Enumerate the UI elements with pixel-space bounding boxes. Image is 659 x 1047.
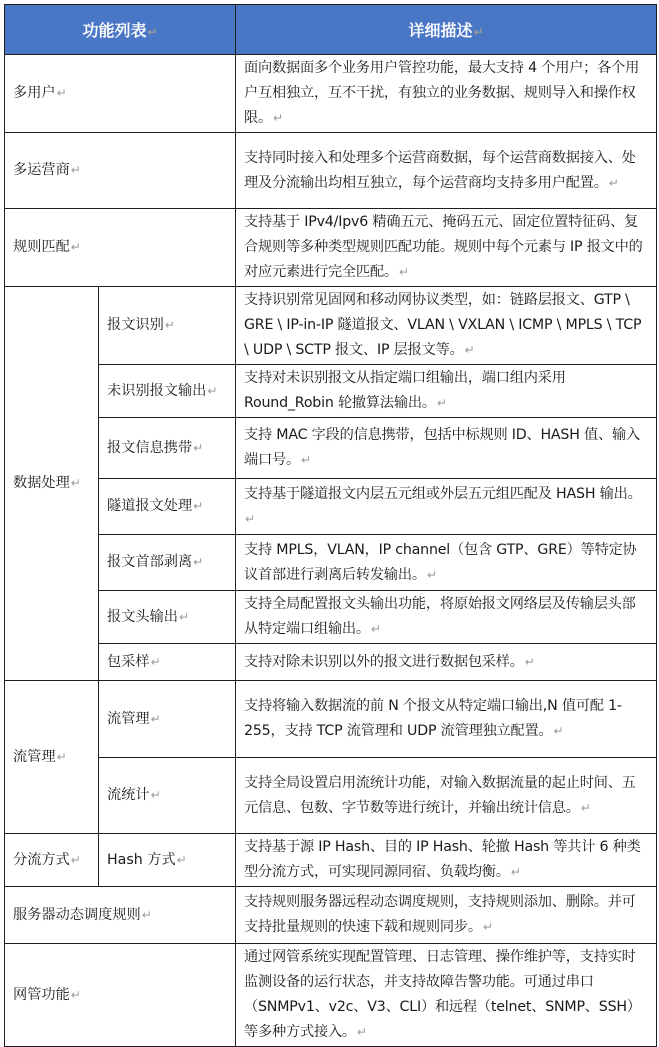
table-row	[5, 887, 657, 944]
description-cell: 支持全局设置启用流统计功能，对输入数据流量的起止时间、五元信息、包数、字节数等进行统计，并输出统计信息。↵	[236, 758, 657, 834]
table-row	[5, 591, 657, 644]
table-row	[5, 133, 657, 209]
feature-cell: 网管功能↵	[5, 944, 236, 1047]
group-cell-data-processing: 数据处理↵	[5, 287, 99, 681]
description-cell: 支持基于隧道报文内层五元组或外层五元组匹配及 HASH 输出。↵	[236, 479, 657, 535]
group-cell-flow-management: 流管理↵	[5, 681, 99, 834]
table-row	[5, 479, 657, 535]
table-row	[5, 644, 657, 681]
description-cell: 支持对除未识别以外的报文进行数据包采样。↵	[236, 644, 657, 681]
description-cell: 支持同时接入和处理多个运营商数据，每个运营商数据接入、处理及分流输出均相互独立，每个运营商均支持多用户配置。↵	[236, 133, 657, 209]
header-feature-list: 功能列表↵	[5, 5, 236, 55]
sub-feature-cell: 报文信息携带↵	[99, 418, 236, 479]
description-cell: 支持基于源 IP Hash、目的 IP Hash、轮撤 Hash 等共计 6 种类型分流方式，可实现同源同宿、负载均衡。↵	[236, 834, 657, 887]
header-detail-description: 详细描述↵	[236, 5, 657, 55]
description-cell: 支持 MAC 字段的信息携带，包括中标规则 ID、HASH 值、输入端口号。↵	[236, 418, 657, 479]
sub-feature-cell: 报文头输出↵	[99, 591, 236, 644]
sub-feature-cell: 报文识别↵	[99, 287, 236, 365]
description-cell: 支持全局配置报文头输出功能，将原始报文网络层及传输层头部从特定端口组输出。↵	[236, 591, 657, 644]
description-cell: 面向数据面多个业务用户管控功能，最大支持 4 个用户；各个用户互相独立，互不干扰，有独立的业务数据、规则导入和操作权限。↵	[236, 55, 657, 133]
sub-feature-cell: 隧道报文处理↵	[99, 479, 236, 535]
description-cell: 支持将输入数据流的前 N 个报文从特定端口输出,N 值可配 1-255，支持 TCP 流管理和 UDP 流管理独立配置。↵	[236, 681, 657, 758]
sub-feature-cell: Hash 方式↵	[99, 834, 236, 887]
table-row	[5, 365, 657, 418]
table-row	[5, 55, 657, 133]
table-row	[5, 758, 657, 834]
table-row	[5, 535, 657, 591]
table-row	[5, 287, 657, 365]
sub-feature-cell: 报文首部剥离↵	[99, 535, 236, 591]
description-cell: 支持规则服务器远程动态调度规则，支持规则添加、删除。并可支持批量规则的快速下载和规则同步。↵	[236, 887, 657, 944]
sub-feature-cell: 流管理↵	[99, 681, 236, 758]
sub-feature-cell: 包采样↵	[99, 644, 236, 681]
table-row	[5, 209, 657, 287]
feature-cell: 服务器动态调度规则↵	[5, 887, 236, 944]
description-cell: 支持基于 IPv4/Ipv6 精确五元、掩码五元、固定位置特征码、复合规则等多种类型规则匹配功能。规则中每个元素与 IP 报文中的对应元素进行完全匹配。↵	[236, 209, 657, 287]
description-cell: 支持对未识别报文从指定端口组输出，端口组内采用 Round_Robin 轮撤算法输出。↵	[236, 365, 657, 418]
table-row	[5, 944, 657, 1047]
table-row	[5, 834, 657, 887]
feature-cell: 规则匹配↵	[5, 209, 236, 287]
description-cell: 支持识别常见固网和移动网协议类型，如：链路层报文、GTP \ GRE \ IP-in-IP 隧道报文、VLAN \ VXLAN \ ICMP \ MPLS \ TCP \ UDP \ SCTP 报文、IP 层报文等。↵	[236, 287, 657, 365]
feature-cell: 多用户↵	[5, 55, 236, 133]
table-header-row	[5, 5, 657, 55]
description-cell: 通过网管系统实现配置管理、日志管理、操作维护等，支持实时监测设备的运行状态，并支持故障告警功能。可通过串口（SNMPv1、v2c、V3、CLI）和远程（telnet、SNMP、SSH）等多种方式接入。↵	[236, 944, 657, 1047]
feature-cell: 多运营商↵	[5, 133, 236, 209]
description-cell: 支持 MPLS，VLAN，IP channel（包含 GTP、GRE）等特定协议首部进行剥离后转发输出。↵	[236, 535, 657, 591]
feature-table	[4, 4, 657, 1047]
sub-feature-cell: 未识别报文输出↵	[99, 365, 236, 418]
group-cell-split-mode: 分流方式↵	[5, 834, 99, 887]
table-row	[5, 418, 657, 479]
sub-feature-cell: 流统计↵	[99, 758, 236, 834]
table-row	[5, 681, 657, 758]
